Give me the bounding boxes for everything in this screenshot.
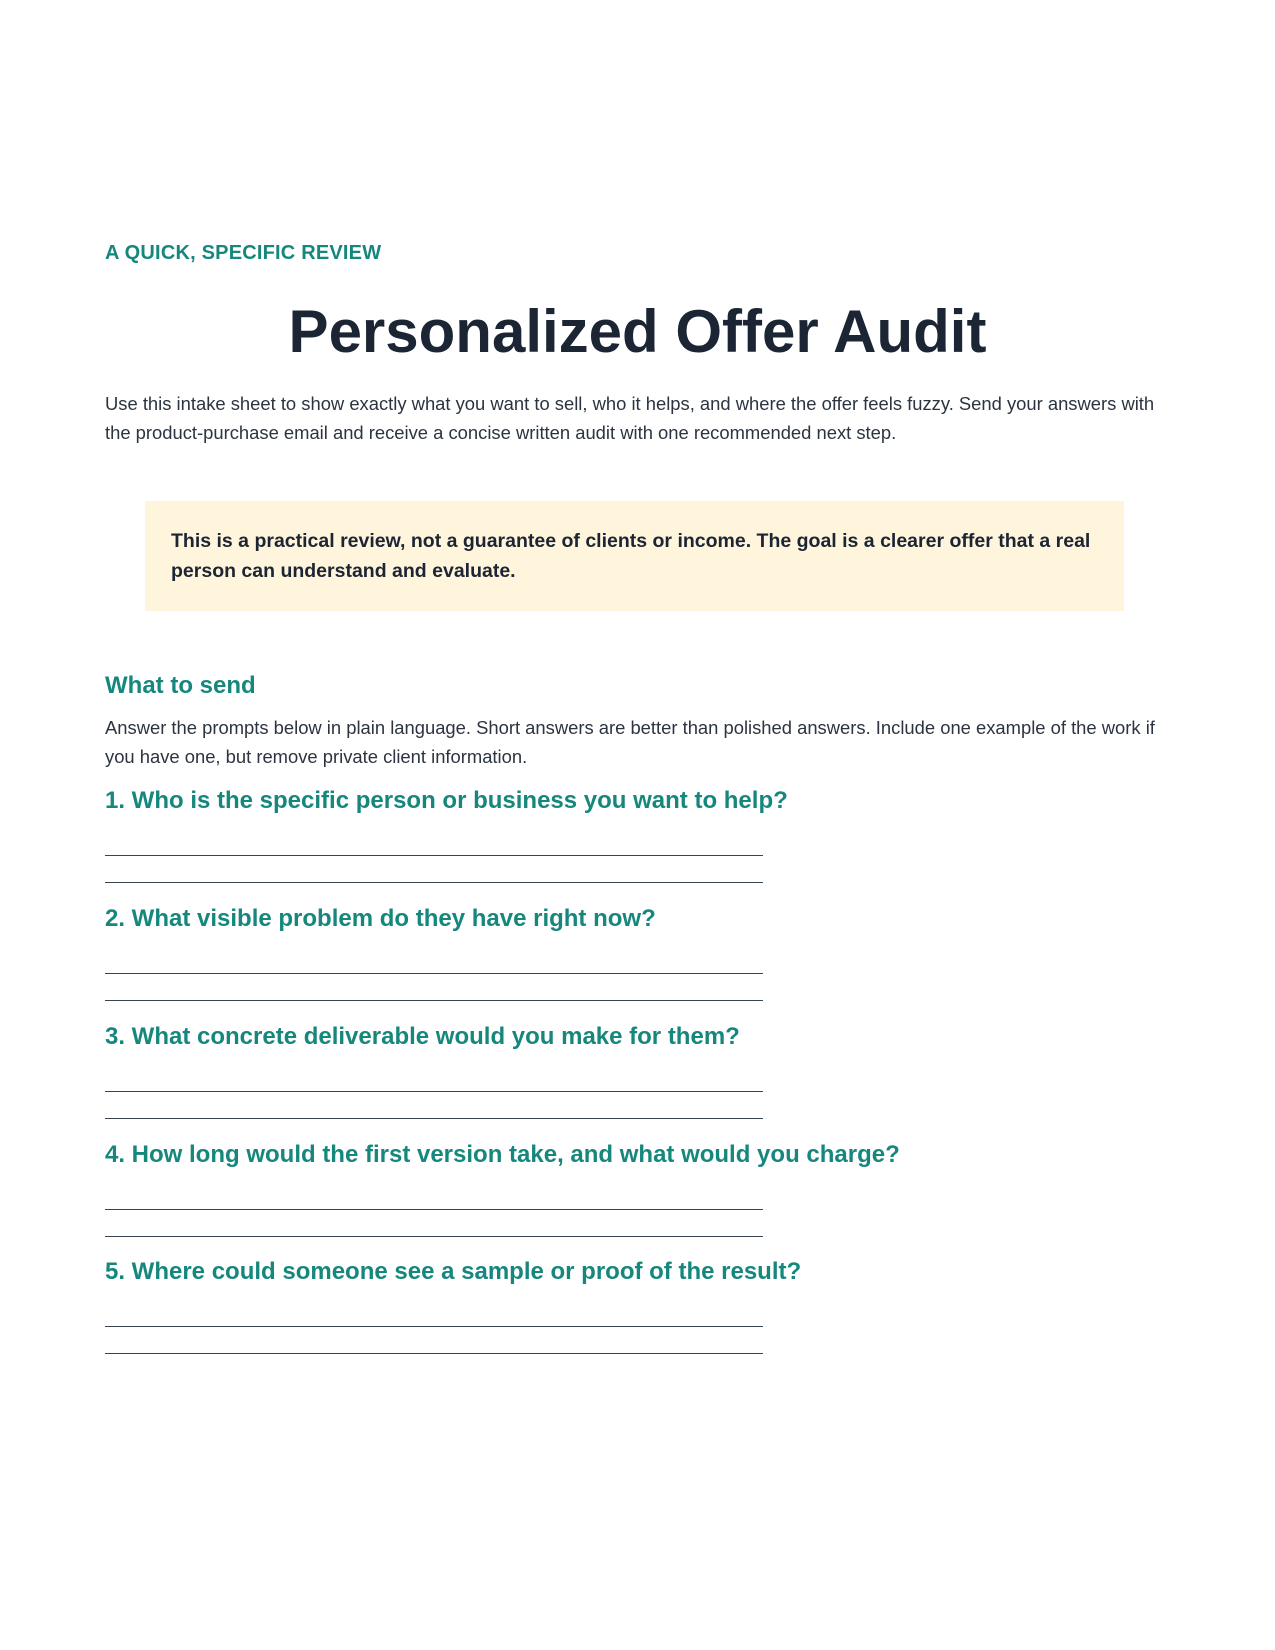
question-title: 1. Who is the specific person or business you want to help?	[105, 787, 788, 814]
question-block-2	[105, 904, 1105, 1001]
answer-line[interactable]	[105, 855, 763, 856]
answer-line[interactable]	[105, 1326, 763, 1327]
section-instructions: Answer the prompts below in plain language. Short answers are better than polished answers. Include one example of the work if you have one, but remove private client information.	[105, 717, 1155, 767]
page-title: Personalized Offer Audit	[288, 298, 987, 365]
intro-paragraph: Use this intake sheet to show exactly what you want to sell, who it helps, and where the offer feels fuzzy. Send your answers with the product-purchase email and receive a concise written audit with one recommended next step.	[105, 393, 1155, 443]
answer-line[interactable]	[105, 1236, 763, 1237]
question-block-1	[105, 786, 1105, 883]
answer-line[interactable]	[105, 1000, 763, 1001]
answer-line[interactable]	[105, 1209, 763, 1210]
disclaimer-callout: This is a practical review, not a guarantee of clients or income. The goal is a clearer offer that a real person can understand and evaluate.	[145, 501, 1124, 611]
eyebrow-label: A QUICK, SPECIFIC REVIEW	[105, 242, 382, 264]
question-block-5	[105, 1257, 1105, 1354]
answer-line[interactable]	[105, 1091, 763, 1092]
answer-line[interactable]	[105, 1118, 763, 1119]
question-title: 5. Where could someone see a sample or proof of the result?	[105, 1258, 802, 1285]
question-title: 3. What concrete deliverable would you make for them?	[105, 1023, 740, 1050]
answer-line[interactable]	[105, 973, 763, 974]
question-block-3	[105, 1022, 1105, 1119]
question-block-4	[105, 1140, 1105, 1237]
answer-line[interactable]	[105, 1353, 763, 1354]
answer-line[interactable]	[105, 882, 763, 883]
question-title: 2. What visible problem do they have right now?	[105, 905, 656, 932]
section-title: What to send	[105, 672, 256, 699]
question-title: 4. How long would the first version take, and what would you charge?	[105, 1141, 900, 1168]
